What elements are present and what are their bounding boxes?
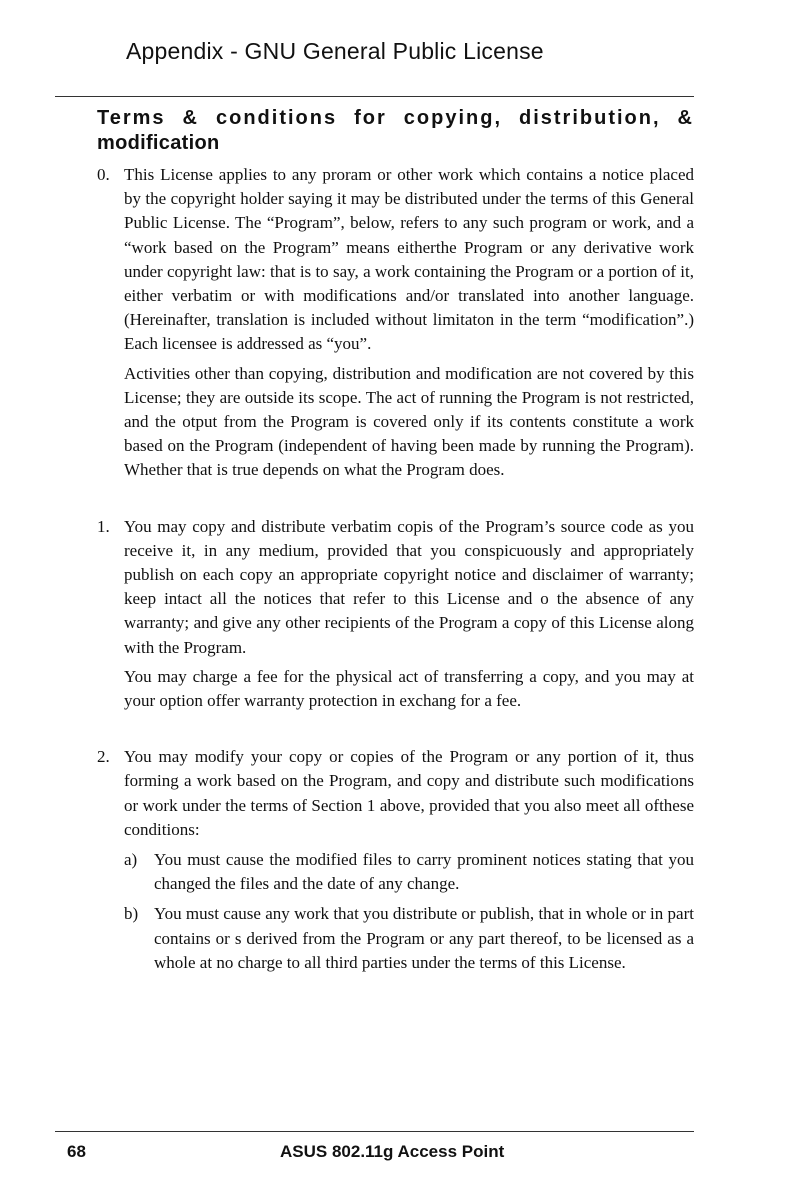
section-title-line-1: Terms & conditions for copying, distribution, & xyxy=(97,107,694,129)
clause-number: 2. xyxy=(97,747,110,767)
subitem-label: b) xyxy=(124,904,139,924)
footer-divider xyxy=(55,1131,694,1132)
subitem-label: a) xyxy=(124,850,138,870)
section-title-line-2: modification xyxy=(97,132,220,154)
clause-1 xyxy=(97,515,694,714)
subitem-text: You must cause any work that you distribute or publish, that in whole or in part contains or s derived from the Program or any part thereof, to be licensed as a whole at no charge to all third parties under the terms of this License. xyxy=(154,904,694,972)
clause-1-paragraph-2: You may charge a fee for the physical act of transferring a copy, and you may at your option offer warranty protection in exchang for a fee. xyxy=(124,666,694,711)
page-number: 68 xyxy=(67,1142,86,1161)
footer-document-title: ASUS 802.11g Access Point xyxy=(280,1142,505,1161)
spacer xyxy=(97,483,694,515)
clause-0-paragraph-1: This License applies to any proram or other work which contains a notice placed by the copyright holder saying it may be distributed under the terms of this General Public License. The “Program”, below, refers to any such program or work, and a “work based on the Program” means eitherthe Program or any derivative work under copyright law: that is to say, a work containing the Program or a portion of it, either verbatim or with modifications and/or translated into another language. (Hereinafter, translation is included without limitaton in the term “modification”.) Each licensee is addressed as “you”. xyxy=(124,165,694,354)
clause-0 xyxy=(97,163,694,483)
license-body xyxy=(97,163,694,975)
clause-1-paragraph-1: You may copy and distribute verbatim copis of the Program’s source code as you receive it, in any medium, provided that you conspicuously and appropriately publish on each copy an appropriate copyright notice and disclaimer of warranty; keep intact all the notices that refer to this License and o the absence of any warranty; and give any other recipients of the Program a copy of this License along with the Program. xyxy=(124,516,694,657)
clause-number: 1. xyxy=(97,516,110,536)
clause-2-subitem-a xyxy=(124,848,694,896)
spacer xyxy=(97,713,694,745)
clause-number: 0. xyxy=(97,165,110,184)
clause-2-subitem-b xyxy=(124,902,694,975)
clause-2 xyxy=(97,745,694,975)
clause-2-paragraph-1: You may modify your copy or copies of the Program or any portion of it, thus forming a work based on the Program, and copy and distribute such modifications or work under the terms of Section 1 above, provided that you also meet all ofthese conditions: xyxy=(124,747,694,839)
clause-0-paragraph-2: Activities other than copying, distribution and modification are not covered by this License; they are outside its scope. The act of running the Program is not restricted, and the otput from the Program is covered only if its contents constitute a work based on the Program (independent of having been made by running the Program). Whether that is true depends on what the Program does. xyxy=(124,363,694,480)
header-divider xyxy=(55,96,694,97)
page-header-title: Appendix - GNU General Public License xyxy=(126,38,544,64)
section-title xyxy=(97,106,694,156)
subitem-text: You must cause the modified files to carry prominent notices stating that you changed the files and the date of any change. xyxy=(154,850,694,894)
